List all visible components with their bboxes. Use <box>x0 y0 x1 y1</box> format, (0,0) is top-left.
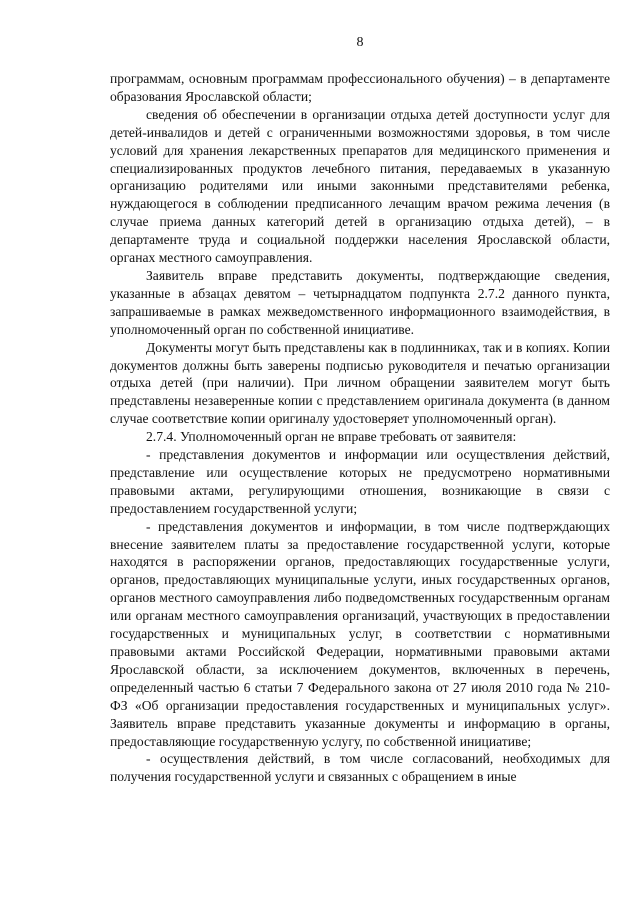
paragraph-continuation: программам, основным программам профессионального обучения) – в департаменте образования Ярославской области; <box>110 71 610 104</box>
paragraph: сведения об обеспечении в организации отдыха детей доступности услуг для детей-инвалидов и детей с ограниченными возможностями здоровья, в том числе условий для хранения лекарственных препаратов для медицинского применения и специализированных продуктов лечебного питания, передаваемых в указанную организацию родителями или иными законными представителями ребенка, нуждающегося в соблюдении предписанного лечащим врачом режима лечения (в случае приема данных категорий детей в организацию отдыха детей), – в департаменте труда и социальной поддержки населения Ярославской области, органах местного самоуправления. <box>110 106 610 266</box>
document-body <box>110 70 610 786</box>
paragraph: Документы могут быть представлены как в подлинниках, так и в копиях. Копии документов должны быть заверены подписью руководителя и печатью организации отдыха детей (при наличии). При личном обращении заявителем могут быть представлены незаверенные копии с представлением оригинала документа (в данном случае соответствие копии оригиналу удостоверяет уполномоченный орган). <box>110 339 610 427</box>
list-item: - осуществления действий, в том числе согласований, необходимых для получения государственной услуги и связанных с обращением в иные <box>110 751 610 785</box>
list-item: - представления документов и информации, в том числе подтверждающих внесение заявителем платы за предоставление государственной услуги, которые находятся в распоряжении органов, предоставляющих государственные услуги, органов, предоставляющих муниципальные услуги, иных государственных органов, органов местного самоуправления либо подведомственных государственным органам или органам местного самоуправления организаций, участвующих в предоставлении государственных и муниципальных услуг, в соответствии с нормативными правовыми актами Российской Федерации, нормативными правовыми актами Ярославской области, за исключением документов, включенных в перечень, определенный частью 6 статьи 7 Федерального закона от 27 июля 2010 года № 210-ФЗ «Об организации предоставления государственных и муниципальных услуг». Заявитель вправе представить указанные документы и информацию в органы, предоставляющие государственную услугу, по собственной инициативе; <box>110 518 610 749</box>
list-item: - представления документов и информации или осуществления действий, представление или осуществление которых не предусмотрено нормативными правовыми актами, регулирующими отношения, возникающие в связи с предоставлением государственной услуги; <box>110 447 610 516</box>
section-heading: 2.7.4. Уполномоченный орган не вправе требовать от заявителя: <box>146 429 517 445</box>
page-number: 8 <box>356 35 364 50</box>
paragraph: Заявитель вправе представить документы, подтверждающие сведения, указанные в абзацах девятом – четырнадцатом подпункта 2.7.2 данного пункта, запрашиваемые в рамках межведомственного информационного взаимодействия, в уполномоченный орган по собственной инициативе. <box>110 267 610 337</box>
